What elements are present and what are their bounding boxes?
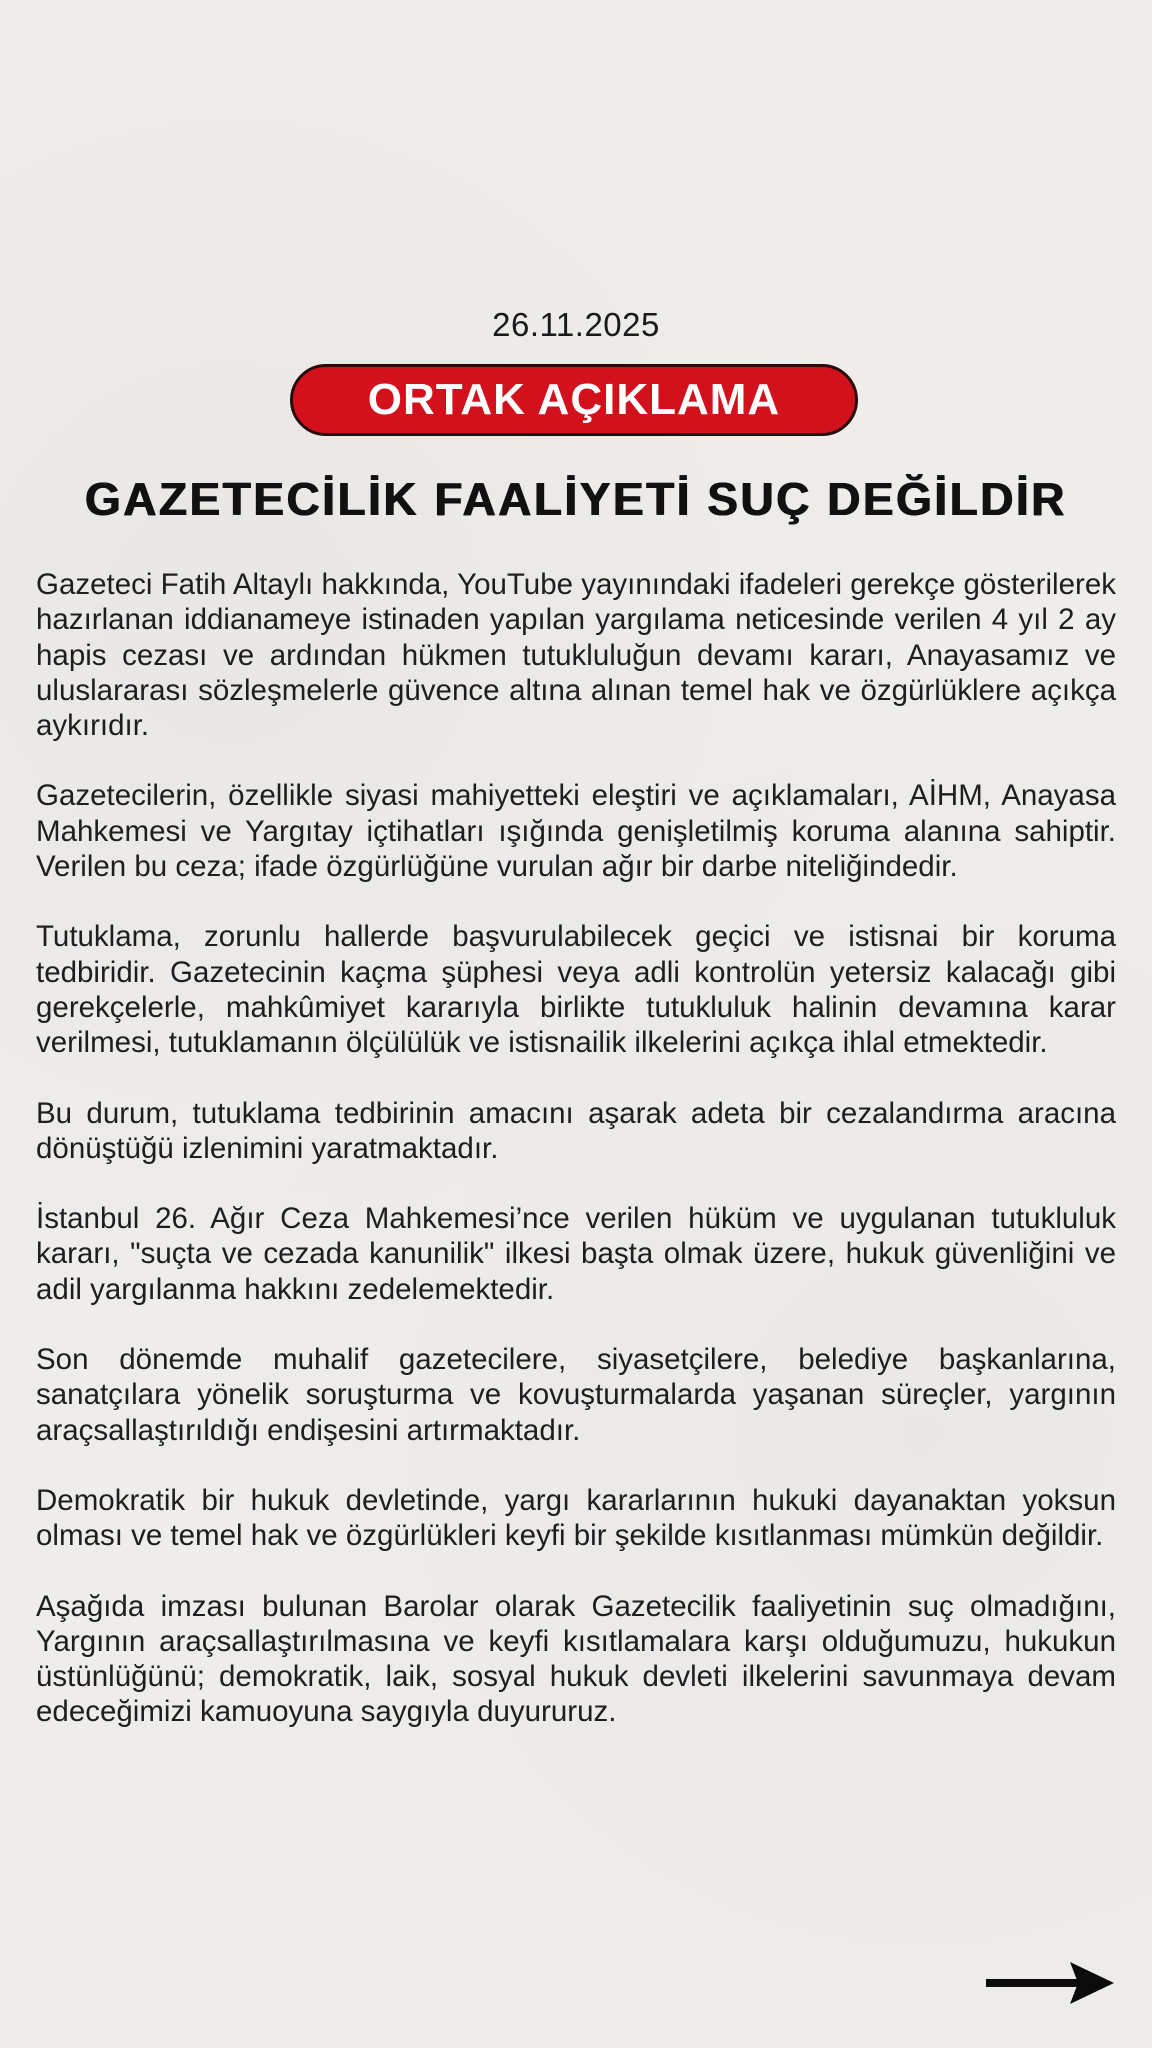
paragraph: Demokratik bir hukuk devletinde, yargı kararlarının hukuki dayanaktan yoksun olması ve temel hak ve özgürlükleri keyfi bir şekilde kısıtlanması mümkün değildir. bbox=[36, 1483, 1116, 1553]
next-page-button[interactable] bbox=[982, 1958, 1118, 2008]
paragraph: Aşağıda imzası bulunan Barolar olarak Gazetecilik faaliyetinin suç olmadığını, Yargının araçsallaştırılmasına ve keyfi kısıtlamalara karşı olduğumuzu, hukukun üstünlüğünü; demokratik, laik, sosyal hukuk devleti ilkelerini savunmaya devam edeceğimizi kamuoyuna saygıyla duyururuz. bbox=[36, 1589, 1116, 1729]
paragraph: İstanbul 26. Ağır Ceza Mahkemesi’nce verilen hüküm ve uygulanan tutukluluk kararı, "suçta ve cezada kanunilik" ilkesi başta olmak üzere, hukuk güvenliğini ve adil yargılanma hakkını zedelemektedir. bbox=[36, 1202, 1116, 1306]
paragraph: Gazeteci Fatih Altaylı hakkında, YouTube yayınındaki ifadeleri gerekçe gösterilerek hazırlanan iddianameye istinaden yapılan yargılama neticesinde verilen 4 yıl 2 ay hapis cezası ve ardından hükmen tutukluluğun devamı kararı, Anayasamız ve uluslararası sözleşmelerle güvence altına alınan temel hak ve özgürlüklere açıkça aykırıdır. bbox=[36, 568, 1116, 743]
paragraph: Tutuklama, zorunlu hallerde başvurulabilecek geçici ve istisnai bir koruma tedbiridir. Gazetecinin kaçma şüphesi veya adli kontrolün yetersiz kalacağı gibi gerekçelerle, mahkûmiyet kararıyla birlikte tutukluluk halinin devamına karar verilmesi, tutuklamanın ölçülülük ve istisnailik ilkelerini açıkça ihlal etmektedir. bbox=[36, 920, 1116, 1060]
statement-body bbox=[36, 567, 1116, 1765]
statement-type-badge bbox=[290, 364, 858, 436]
page-title: GAZETECİLİK FAALİYETİ SUÇ DEĞİLDİR bbox=[84, 473, 1068, 525]
arrow-right-icon bbox=[982, 1958, 1118, 2008]
statement-type-label: ORTAK AÇIKLAMA bbox=[367, 375, 781, 424]
statement-date: 26.11.2025 bbox=[492, 306, 660, 343]
paragraph: Gazetecilerin, özellikle siyasi mahiyetteki eleştiri ve açıklamaları, AİHM, Anayasa Mahkemesi ve Yargıtay içtihatları ışığında genişletilmiş koruma alanına sahiptir. Verilen bu ceza; ifade özgürlüğüne vurulan ağır bir darbe niteliğindedir. bbox=[36, 779, 1116, 884]
paragraph: Bu durum, tutuklama tedbirinin amacını aşarak adeta bir cezalandırma aracına dönüştüğü izlenimini yaratmaktadır. bbox=[36, 1096, 1116, 1165]
paragraph: Son dönemde muhalif gazetecilere, siyasetçilere, belediye başkanlarına, sanatçılara yönelik soruşturma ve kovuşturmalarda yaşanan süreçler, yargının araçsallaştırıldığı endişesini artırmaktadır. bbox=[36, 1343, 1116, 1447]
